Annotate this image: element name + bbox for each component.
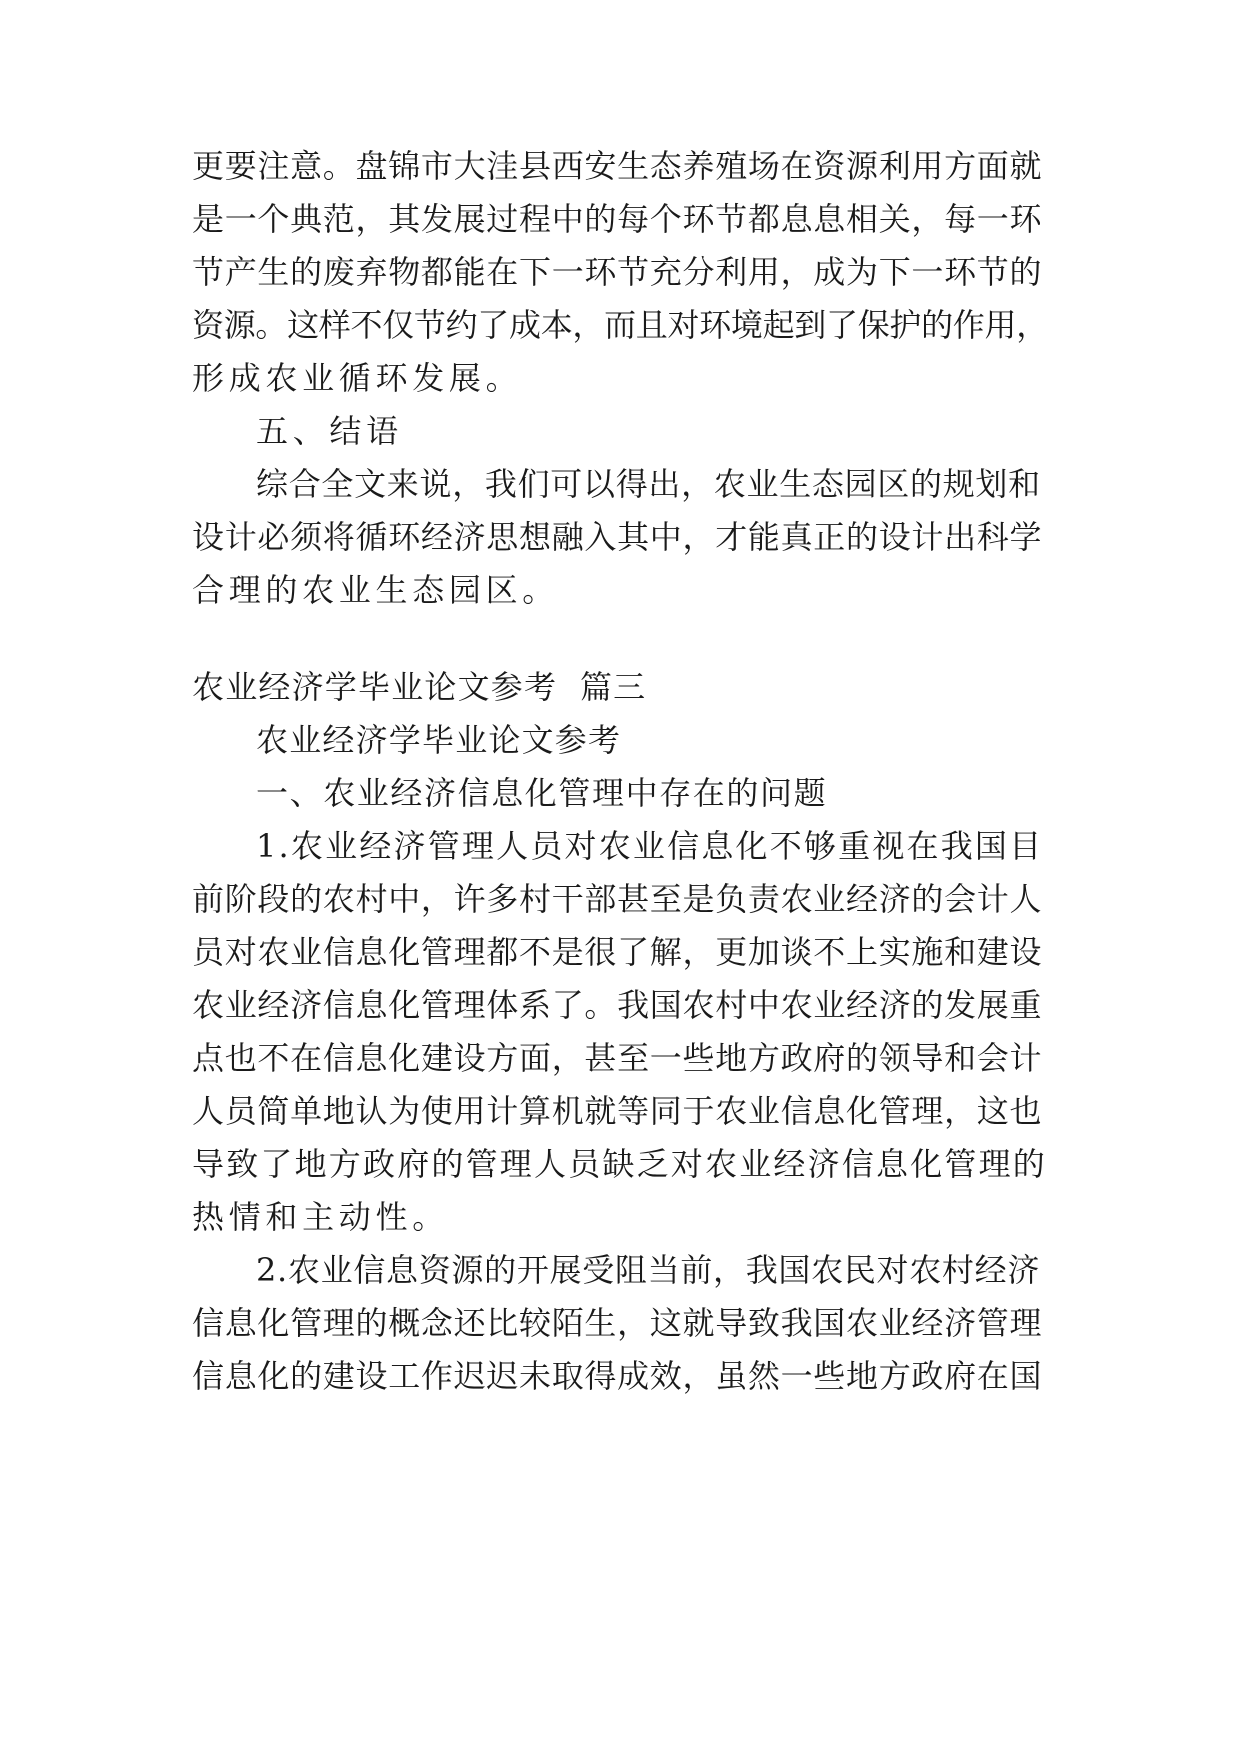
part-title: 农业经济学毕业论文参考 篇三: [192, 668, 647, 706]
body-line: 形成农业循环发展。: [192, 359, 523, 397]
body-line: 信息化管理的概念还比较陌生，这就导致我国农业经济管理: [192, 1304, 1043, 1342]
body-line: 人员简单地认为使用计算机就等同于农业信息化管理，这也: [192, 1092, 1043, 1130]
body-line: 综合全文来说，我们可以得出，农业生态园区的规划和: [256, 465, 1041, 503]
body-line: 2.农业信息资源的开展受阻当前，我国农民对农村经济: [256, 1251, 1041, 1289]
body-line: 热情和主动性。: [192, 1198, 449, 1236]
body-line: 节产生的废弃物都能在下一环节充分利用，成为下一环节的: [192, 253, 1043, 291]
section-heading: 一、农业经济信息化管理中存在的问题: [256, 774, 828, 812]
body-line: 更要注意。盘锦市大洼县西安生态养殖场在资源利用方面就: [192, 147, 1043, 185]
body-line: 前阶段的农村中，许多村干部甚至是负责农业经济的会计人: [192, 880, 1043, 918]
body-line: 合理的农业生态园区。: [192, 571, 560, 609]
body-line: 员对农业信息化管理都不是很了解，更加谈不上实施和建设: [192, 933, 1043, 971]
section-heading: 五、结语: [256, 412, 403, 450]
body-line: 点也不在信息化建设方面，甚至一些地方政府的领导和会计: [192, 1039, 1043, 1077]
part-subtitle: 农业经济学毕业论文参考: [256, 721, 622, 759]
body-line: 信息化的建设工作迟迟未取得成效，虽然一些地方政府在国: [192, 1357, 1043, 1395]
body-line: 是一个典范，其发展过程中的每个环节都息息相关，每一环: [192, 200, 1043, 238]
body-line: 1.农业经济管理人员对农业信息化不够重视在我国目: [256, 827, 1044, 865]
body-line: 资源。这样不仅节约了成本，而且对环境起到了保护的作用，: [192, 306, 1048, 344]
body-line: 设计必须将循环经济思想融入其中，才能真正的设计出科学: [192, 518, 1043, 556]
body-line: 农业经济信息化管理体系了。我国农村中农业经济的发展重: [192, 986, 1043, 1024]
body-line: 导致了地方政府的管理人员缺乏对农业经济信息化管理的: [192, 1145, 1048, 1183]
